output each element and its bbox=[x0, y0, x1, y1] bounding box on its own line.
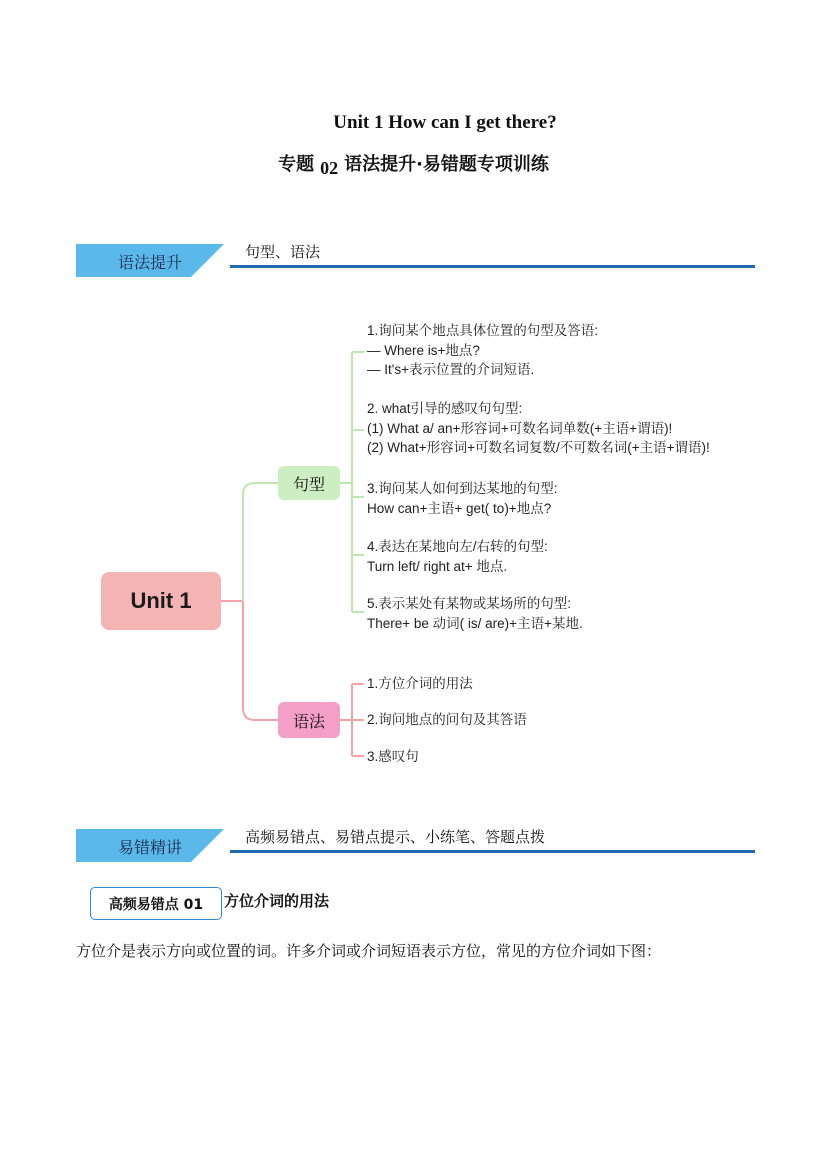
leaf-4-line-2: Turn left/ right at+ 地点. bbox=[367, 558, 508, 574]
error-point-title: 方位介词的用法 bbox=[224, 892, 330, 910]
leaf-3-line-2: How can+主语+ get( to)+地点? bbox=[367, 500, 552, 516]
grammar-leaf-3: 3.感叹句 bbox=[367, 749, 419, 764]
leaf-1-line-1: 1.询问某个地点具体位置的句型及答语: bbox=[367, 323, 599, 338]
title-number: 02 bbox=[320, 158, 339, 178]
leaf-2-line-1: 2. what引导的感叹句句型: bbox=[367, 401, 523, 416]
title-prefix: 专题 bbox=[278, 154, 315, 175]
leaf-5-line-1: 5.表示某处有某物或某场所的句型: bbox=[367, 596, 572, 611]
document-title-en: Unit 1 How can I get there? bbox=[333, 112, 557, 133]
mindmap-branch-sentence-patterns: 句型 bbox=[278, 466, 340, 500]
leaf-4 bbox=[367, 537, 548, 576]
body-paragraph: 方位介是表示方向或位置的词。许多介词或介词短语表示方位，常见的方位介词如下图： bbox=[76, 942, 662, 960]
leaf-4-line-1: 4.表达在某地向左/右转的句型: bbox=[367, 539, 548, 554]
leaf-3-line-1: 3.询问某人如何到达某地的句型: bbox=[367, 481, 558, 496]
mindmap-branch-grammar: 语法 bbox=[278, 702, 340, 738]
leaf-3 bbox=[367, 479, 558, 518]
section1-tab-label: 语法提升 bbox=[118, 253, 183, 272]
leaf-5 bbox=[367, 594, 583, 633]
section2-tab-notch bbox=[190, 829, 230, 863]
error-point-tag: 高频易错点 01 bbox=[90, 887, 222, 920]
mindmap-root: Unit 1 bbox=[101, 572, 221, 630]
leaf-5-line-2: There+ be 动词( is/ are)+主语+某地. bbox=[367, 615, 583, 631]
leaf-1-line-3: — It's+表示位置的介词短语. bbox=[367, 362, 535, 378]
section1-subtitle: 句型、语法 bbox=[245, 243, 321, 261]
section2-tab-label: 易错精讲 bbox=[118, 838, 183, 857]
leaf-1-line-2: — Where is+地点? bbox=[367, 342, 480, 358]
leaf-2 bbox=[367, 399, 710, 458]
leaf-2-line-3: (2) What+形容词+可数名词复数/不可数名词(+主语+谓语)! bbox=[367, 440, 710, 456]
title-suffix: 语法提升·易错题专项训练 bbox=[344, 154, 549, 175]
section2-subtitle: 高频易错点、易错点提示、小练笔、答题点拨 bbox=[245, 828, 546, 846]
grammar-leaf-2: 2.询问地点的问句及其答语 bbox=[367, 712, 527, 727]
grammar-leaf-1: 1.方位介词的用法 bbox=[367, 676, 473, 691]
leaf-1 bbox=[367, 321, 598, 380]
section2-rule bbox=[190, 850, 755, 853]
leaf-2-line-2: (1) What a/ an+形容词+可数名词单数(+主语+谓语)! bbox=[367, 420, 673, 436]
